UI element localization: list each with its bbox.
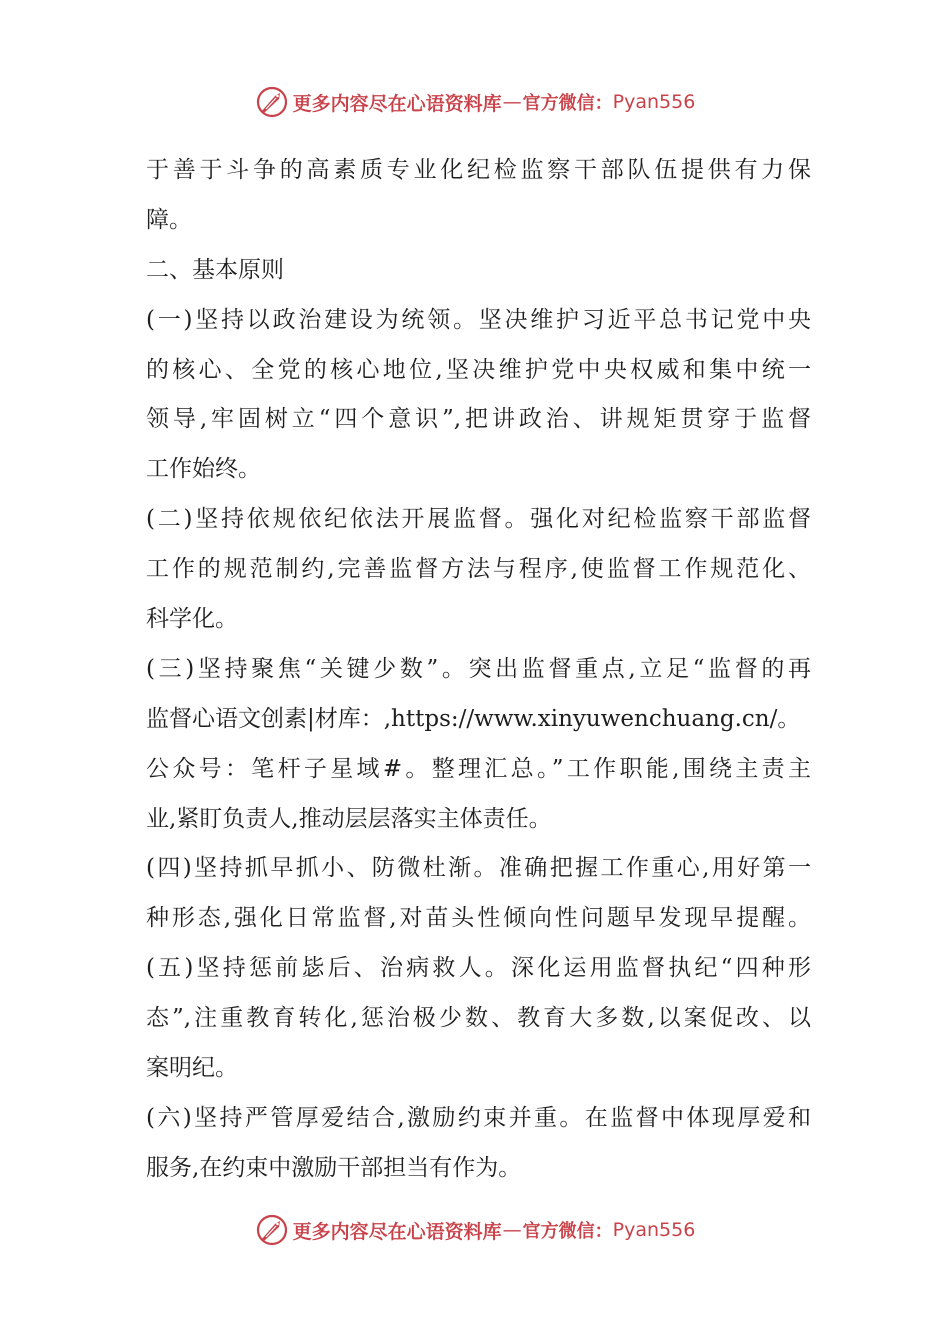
section-heading: 二、基本原则: [146, 256, 284, 283]
body-line: 公众号：笔杆子星域#。整理汇总。”工作职能,围绕主责主: [146, 755, 811, 782]
body-line: 于善于斗争的高素质专业化纪检监察干部队伍提供有力保: [146, 157, 811, 183]
body-line: 态”,注重教育转化,惩治极少数、教育大多数,以案促改、以: [146, 1005, 811, 1032]
header-watermark: [0, 80, 950, 124]
footer-sub-text: 官方微信：: [522, 1221, 613, 1242]
body-line: 业,紧盯负责人,推动层层落实主体责任。: [146, 805, 552, 832]
pen-nib-icon: [255, 1213, 289, 1247]
body-line: 服务,在约束中激励干部担当有作为。: [146, 1154, 522, 1181]
body-line: (三)坚持聚焦“关键少数”。突出监督重点,立足“监督的再: [146, 655, 811, 682]
pen-nib-icon: [255, 85, 289, 119]
body-line: 工作的规范制约,完善监督方法与程序,使监督工作规范化、: [146, 556, 811, 583]
body-line-url: 监督心语文创素|材库：,https://www.xinyuwenchuang.cn/。: [146, 705, 801, 732]
body-line: (二)坚持依规依纪依法开展监督。强化对纪检监察干部监督: [146, 506, 811, 533]
footer-main-text: 更多内容尽在心语资料库: [292, 1220, 502, 1243]
body-line: 领导,牢固树立“四个意识”,把讲政治、讲规矩贯穿于监督: [146, 406, 811, 433]
footer-wechat-id: Pyan556: [612, 1219, 696, 1241]
body-line: (四)坚持抓早抓小、防微杜渐。准确把握工作重心,用好第一: [146, 855, 811, 882]
body-line: 科学化。: [146, 606, 238, 633]
body-line: 工作始终。: [146, 456, 261, 483]
footer-watermark: [0, 1208, 950, 1252]
header-main-text: 更多内容尽在心语资料库: [292, 92, 502, 115]
body-line: 障。: [146, 206, 192, 233]
body-line: 种形态,强化日常监督,对苗头性倾向性问题早发现早提醒。: [146, 905, 811, 932]
body-line: (六)坚持严管厚爱结合,激励约束并重。在监督中体现厚爱和: [146, 1104, 811, 1131]
footer-dash: —: [502, 1219, 522, 1241]
header-dash: —: [502, 91, 522, 113]
header-sub-text: 官方微信：: [522, 93, 613, 114]
body-line: (一)坚持以政治建设为统领。坚决维护习近平总书记党中央: [146, 306, 811, 333]
body-line: 案明纪。: [146, 1055, 238, 1082]
document-body: [146, 146, 811, 1194]
header-wechat-id: Pyan556: [612, 91, 696, 113]
body-line: (五)坚持惩前毖后、治病救人。深化运用监督执纪“四种形: [146, 955, 811, 982]
body-line: 的核心、全党的核心地位,坚决维护党中央权威和集中统一: [146, 356, 811, 383]
